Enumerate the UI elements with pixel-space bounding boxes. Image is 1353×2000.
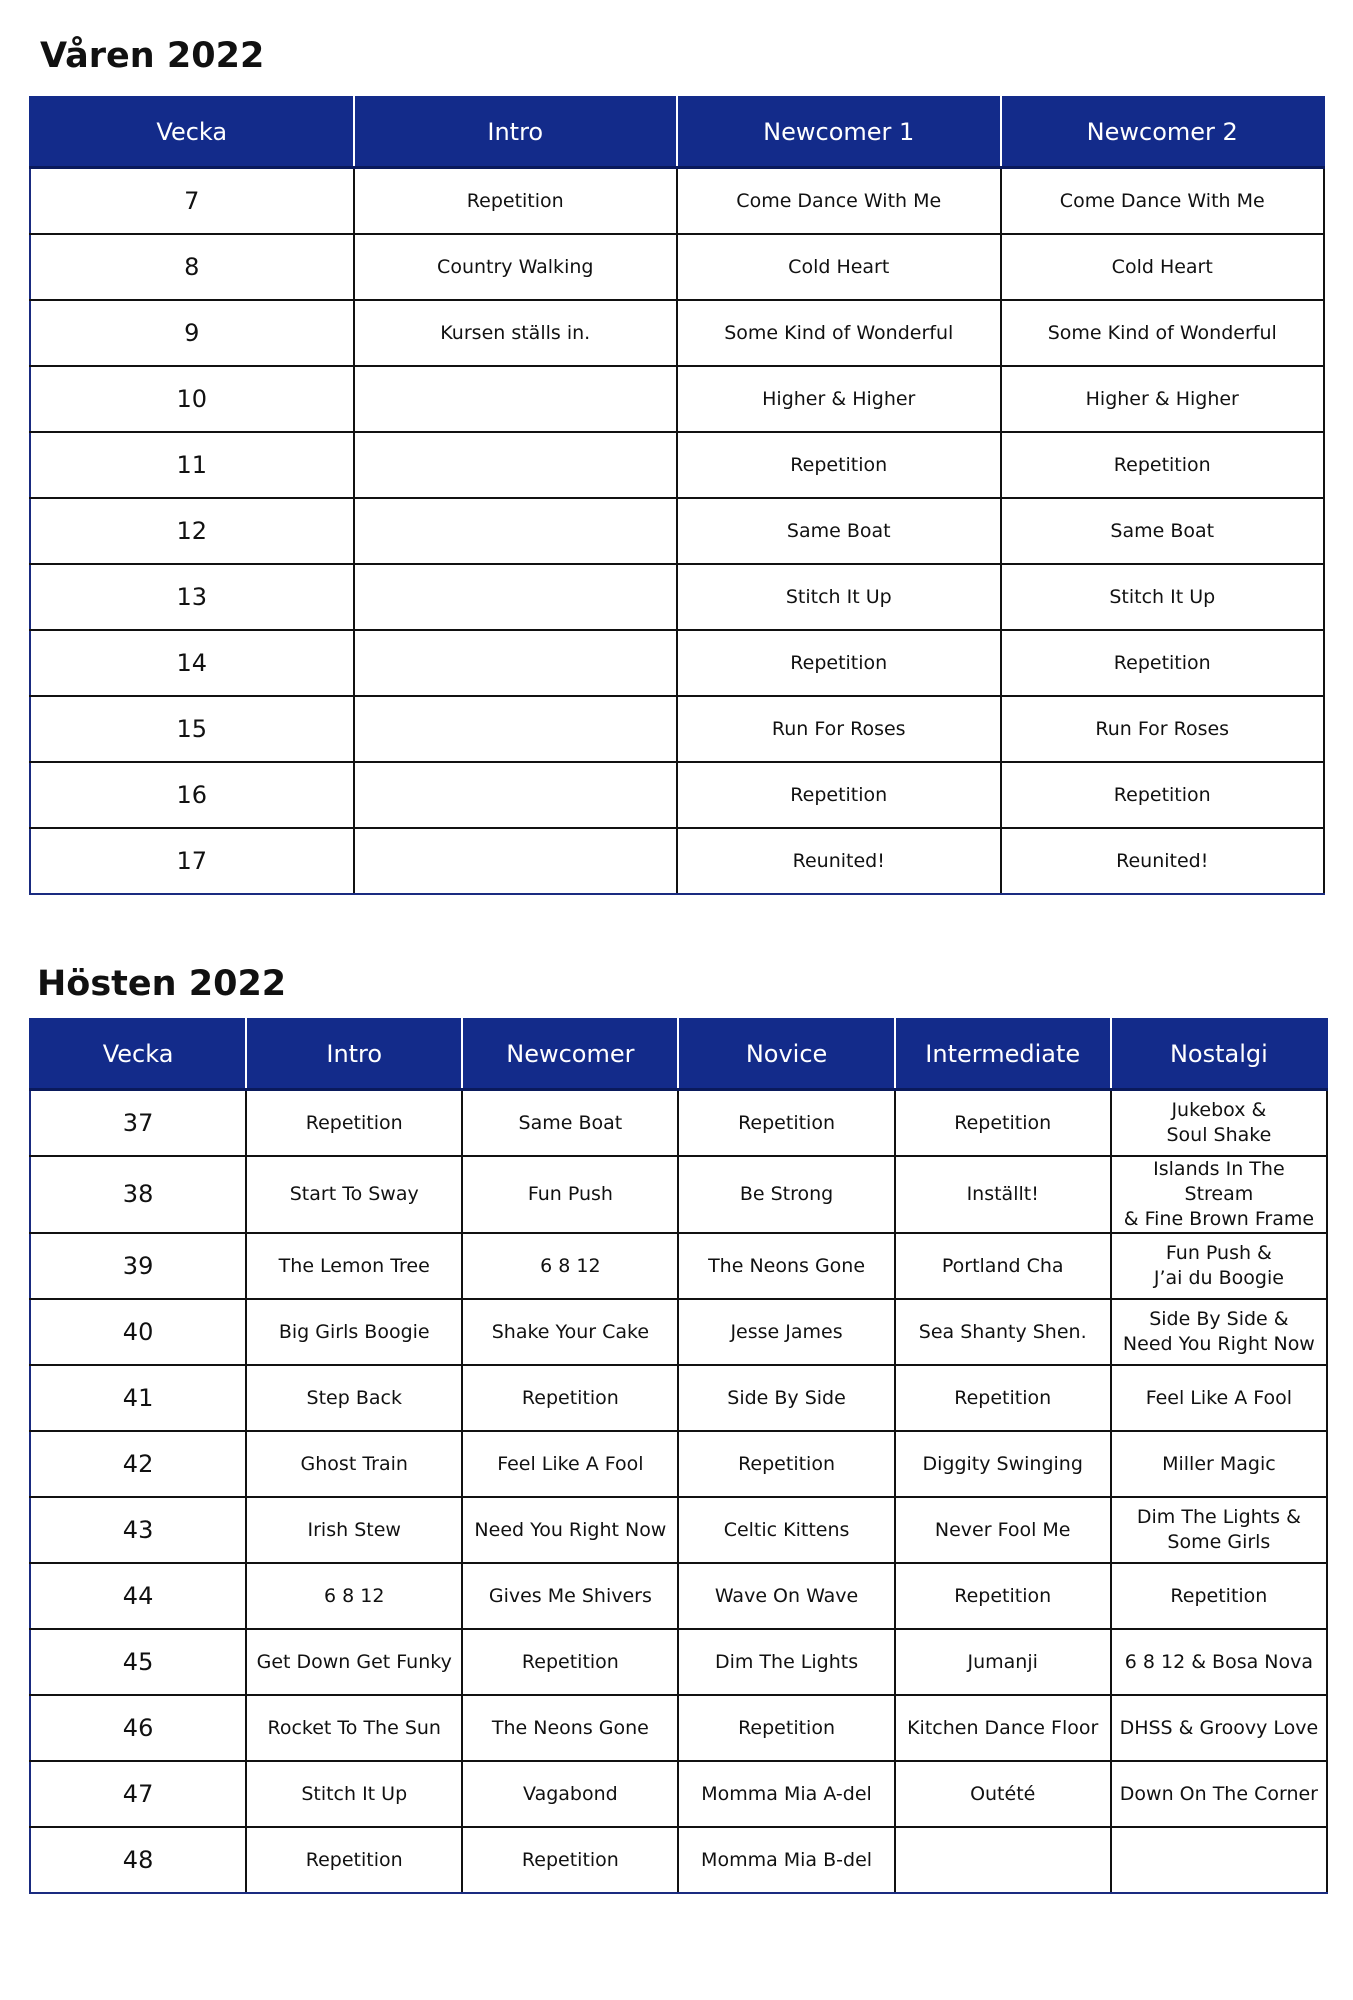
cell-intro: [354, 498, 678, 564]
cell-vecka: 14: [30, 630, 354, 696]
cell-intro: Rocket To The Sun: [246, 1695, 462, 1761]
cell-vecka: 41: [30, 1365, 246, 1431]
cell-intro: Repetition: [246, 1090, 462, 1157]
autumn-schedule-table: [29, 1018, 1328, 1894]
table-row: [30, 1695, 1327, 1761]
cell-intermediate: Repetition: [895, 1090, 1111, 1157]
cell-intermediate: Jumanji: [895, 1629, 1111, 1695]
cell-novice: Celtic Kittens: [678, 1497, 894, 1563]
cell-intro: Start To Sway: [246, 1156, 462, 1233]
cell-newcomer: Repetition: [462, 1365, 678, 1431]
cell-newcomer: Repetition: [462, 1827, 678, 1893]
cell-newcomer-1: Repetition: [677, 762, 1001, 828]
cell-vecka: 39: [30, 1233, 246, 1299]
cell-intro: [354, 828, 678, 894]
cell-intro: Get Down Get Funky: [246, 1629, 462, 1695]
cell-newcomer-2: Cold Heart: [1001, 234, 1325, 300]
cell-vecka: 15: [30, 696, 354, 762]
cell-newcomer-2: Some Kind of Wonderful: [1001, 300, 1325, 366]
cell-nostalgi: Jukebox & Soul Shake: [1111, 1090, 1327, 1157]
cell-novice: Wave On Wave: [678, 1563, 894, 1629]
cell-nostalgi: 6 8 12 & Bosa Nova: [1111, 1629, 1327, 1695]
cell-intro: [354, 432, 678, 498]
cell-vecka: 46: [30, 1695, 246, 1761]
column-header-nostalgi: Nostalgi: [1111, 1019, 1327, 1090]
table-row: [30, 1233, 1327, 1299]
spring-schedule-table: [29, 96, 1325, 895]
cell-intermediate: Diggity Swinging: [895, 1431, 1111, 1497]
cell-newcomer: Feel Like A Fool: [462, 1431, 678, 1497]
cell-intro: Repetition: [354, 168, 678, 235]
table-row: [30, 1497, 1327, 1563]
cell-newcomer-2: Run For Roses: [1001, 696, 1325, 762]
cell-vecka: 8: [30, 234, 354, 300]
table-row: [30, 630, 1324, 696]
table-row: [30, 1090, 1327, 1157]
cell-newcomer: Same Boat: [462, 1090, 678, 1157]
cell-vecka: 42: [30, 1431, 246, 1497]
table-row: [30, 1299, 1327, 1365]
cell-vecka: 38: [30, 1156, 246, 1233]
cell-nostalgi: Feel Like A Fool: [1111, 1365, 1327, 1431]
cell-vecka: 48: [30, 1827, 246, 1893]
cell-vecka: 43: [30, 1497, 246, 1563]
table-row: [30, 564, 1324, 630]
cell-newcomer: 6 8 12: [462, 1233, 678, 1299]
cell-vecka: 11: [30, 432, 354, 498]
cell-vecka: 40: [30, 1299, 246, 1365]
cell-intermediate: Kitchen Dance Floor: [895, 1695, 1111, 1761]
cell-novice: Side By Side: [678, 1365, 894, 1431]
table-header-row: [30, 97, 1324, 168]
cell-newcomer-2: Stitch It Up: [1001, 564, 1325, 630]
cell-newcomer: Gives Me Shivers: [462, 1563, 678, 1629]
table-row: [30, 1156, 1327, 1233]
column-header-vecka: Vecka: [30, 1019, 246, 1090]
table-row: [30, 432, 1324, 498]
cell-newcomer: Vagabond: [462, 1761, 678, 1827]
cell-newcomer-2: Repetition: [1001, 432, 1325, 498]
cell-vecka: 12: [30, 498, 354, 564]
cell-vecka: 47: [30, 1761, 246, 1827]
cell-newcomer: The Neons Gone: [462, 1695, 678, 1761]
column-header-newcomer-2: Newcomer 2: [1001, 97, 1325, 168]
cell-intro: [354, 762, 678, 828]
cell-newcomer-1: Come Dance With Me: [677, 168, 1001, 235]
column-header-novice: Novice: [678, 1019, 894, 1090]
cell-intro: Stitch It Up: [246, 1761, 462, 1827]
cell-nostalgi: Islands In The Stream & Fine Brown Frame: [1111, 1156, 1327, 1233]
cell-newcomer: Need You Right Now: [462, 1497, 678, 1563]
cell-vecka: 44: [30, 1563, 246, 1629]
cell-intro: Repetition: [246, 1827, 462, 1893]
cell-nostalgi: DHSS & Groovy Love: [1111, 1695, 1327, 1761]
cell-newcomer-1: Same Boat: [677, 498, 1001, 564]
table-row: [30, 1365, 1327, 1431]
column-header-newcomer-1: Newcomer 1: [677, 97, 1001, 168]
cell-intro: Big Girls Boogie: [246, 1299, 462, 1365]
cell-newcomer: Shake Your Cake: [462, 1299, 678, 1365]
cell-vecka: 7: [30, 168, 354, 235]
cell-novice: Momma Mia A-del: [678, 1761, 894, 1827]
cell-intro: Step Back: [246, 1365, 462, 1431]
cell-intermediate: Repetition: [895, 1563, 1111, 1629]
cell-intermediate: Outété: [895, 1761, 1111, 1827]
cell-newcomer-2: Come Dance With Me: [1001, 168, 1325, 235]
cell-novice: Dim The Lights: [678, 1629, 894, 1695]
cell-nostalgi: Fun Push & J’ai du Boogie: [1111, 1233, 1327, 1299]
table-row: [30, 828, 1324, 894]
cell-novice: The Neons Gone: [678, 1233, 894, 1299]
cell-vecka: 9: [30, 300, 354, 366]
cell-intro: [354, 696, 678, 762]
column-header-newcomer: Newcomer: [462, 1019, 678, 1090]
cell-intro: Country Walking: [354, 234, 678, 300]
column-header-vecka: Vecka: [30, 97, 354, 168]
cell-nostalgi: Repetition: [1111, 1563, 1327, 1629]
table-row: [30, 1827, 1327, 1893]
cell-newcomer-1: Repetition: [677, 432, 1001, 498]
cell-vecka: 16: [30, 762, 354, 828]
cell-intro: Irish Stew: [246, 1497, 462, 1563]
cell-intro: The Lemon Tree: [246, 1233, 462, 1299]
table-row: [30, 168, 1324, 235]
cell-novice: Repetition: [678, 1431, 894, 1497]
table-row: [30, 1563, 1327, 1629]
table-row: [30, 1629, 1327, 1695]
cell-vecka: 10: [30, 366, 354, 432]
cell-newcomer: Repetition: [462, 1629, 678, 1695]
autumn-section-title: Hösten 2022: [37, 964, 287, 1004]
column-header-intro: Intro: [354, 97, 678, 168]
cell-nostalgi: Down On The Corner: [1111, 1761, 1327, 1827]
column-header-intro: Intro: [246, 1019, 462, 1090]
spring-section-title: Våren 2022: [40, 36, 265, 76]
cell-newcomer-2: Reunited!: [1001, 828, 1325, 894]
cell-nostalgi: Side By Side & Need You Right Now: [1111, 1299, 1327, 1365]
table-row: [30, 762, 1324, 828]
cell-intermediate: Inställt!: [895, 1156, 1111, 1233]
column-header-intermediate: Intermediate: [895, 1019, 1111, 1090]
table-row: [30, 1431, 1327, 1497]
cell-novice: Momma Mia B-del: [678, 1827, 894, 1893]
cell-intro: [354, 630, 678, 696]
cell-novice: Repetition: [678, 1695, 894, 1761]
cell-intro: [354, 366, 678, 432]
cell-intermediate: Sea Shanty Shen.: [895, 1299, 1111, 1365]
cell-intermediate: Portland Cha: [895, 1233, 1111, 1299]
cell-novice: Be Strong: [678, 1156, 894, 1233]
cell-newcomer-1: Run For Roses: [677, 696, 1001, 762]
cell-nostalgi: [1111, 1827, 1327, 1893]
cell-intro: Ghost Train: [246, 1431, 462, 1497]
cell-newcomer-1: Some Kind of Wonderful: [677, 300, 1001, 366]
cell-newcomer-1: Reunited!: [677, 828, 1001, 894]
cell-newcomer-1: Repetition: [677, 630, 1001, 696]
table-row: [30, 234, 1324, 300]
cell-vecka: 45: [30, 1629, 246, 1695]
cell-intro: [354, 564, 678, 630]
cell-newcomer-2: Higher & Higher: [1001, 366, 1325, 432]
table-row: [30, 1761, 1327, 1827]
table-row: [30, 366, 1324, 432]
cell-newcomer-2: Same Boat: [1001, 498, 1325, 564]
cell-vecka: 37: [30, 1090, 246, 1157]
cell-newcomer-1: Higher & Higher: [677, 366, 1001, 432]
cell-vecka: 13: [30, 564, 354, 630]
cell-newcomer-2: Repetition: [1001, 630, 1325, 696]
cell-intermediate: Repetition: [895, 1365, 1111, 1431]
cell-newcomer-1: Cold Heart: [677, 234, 1001, 300]
cell-novice: Repetition: [678, 1090, 894, 1157]
cell-newcomer: Fun Push: [462, 1156, 678, 1233]
cell-intermediate: Never Fool Me: [895, 1497, 1111, 1563]
table-header-row: [30, 1019, 1327, 1090]
table-row: [30, 696, 1324, 762]
cell-newcomer-1: Stitch It Up: [677, 564, 1001, 630]
cell-vecka: 17: [30, 828, 354, 894]
cell-nostalgi: Dim The Lights & Some Girls: [1111, 1497, 1327, 1563]
cell-intro: Kursen ställs in.: [354, 300, 678, 366]
table-row: [30, 498, 1324, 564]
cell-nostalgi: Miller Magic: [1111, 1431, 1327, 1497]
table-row: [30, 300, 1324, 366]
cell-newcomer-2: Repetition: [1001, 762, 1325, 828]
cell-intro: 6 8 12: [246, 1563, 462, 1629]
cell-novice: Jesse James: [678, 1299, 894, 1365]
cell-intermediate: [895, 1827, 1111, 1893]
